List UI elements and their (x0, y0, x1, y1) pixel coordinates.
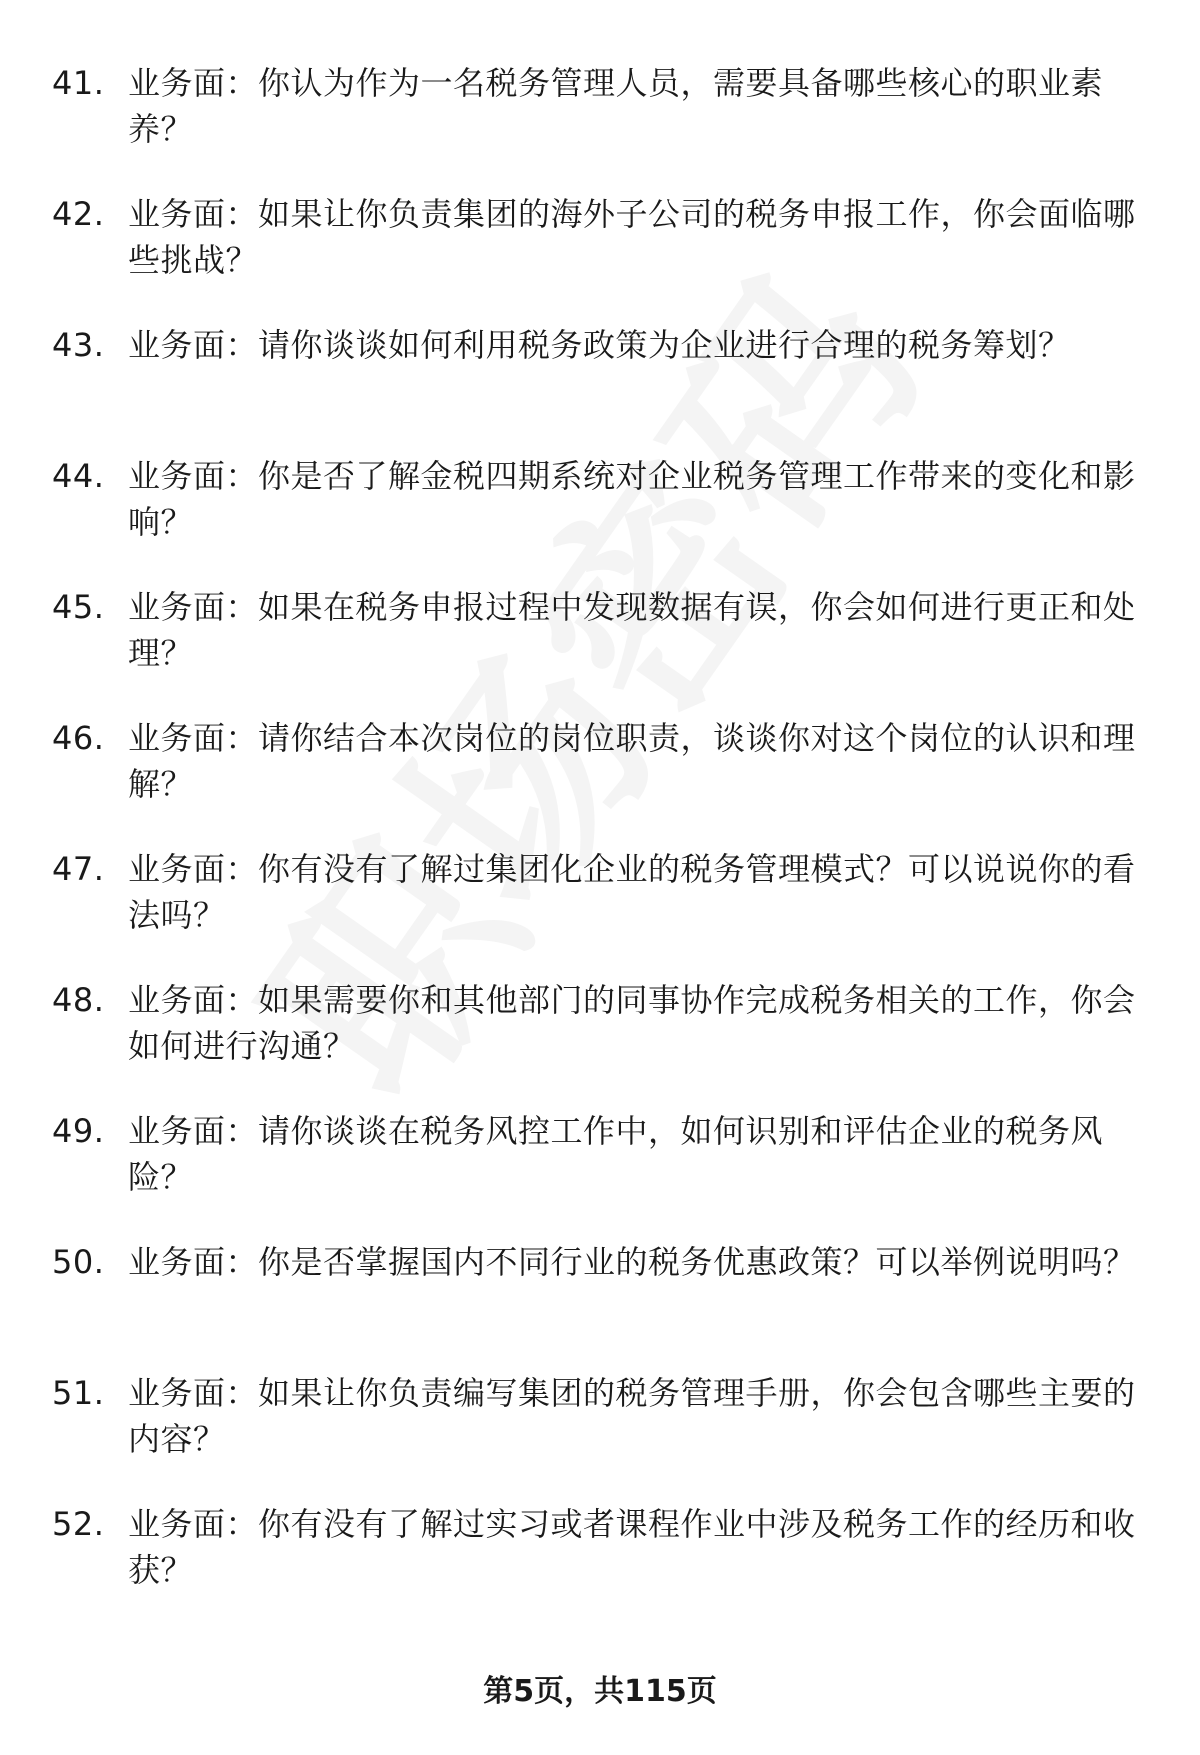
list-item (52, 60, 1142, 191)
list-item (52, 1108, 1142, 1239)
item-text: 业务面：你有没有了解过实习或者课程作业中涉及税务工作的经历和收获？ (128, 1505, 1136, 1589)
page-footer: 第5页，共115页 (483, 1674, 717, 1709)
list-item (52, 1501, 1142, 1632)
list-item (52, 1239, 1142, 1370)
item-text: 业务面：请你结合本次岗位的岗位职责，谈谈你对这个岗位的认识和理解？ (128, 719, 1136, 803)
item-number: 50. (52, 1243, 105, 1281)
item-text: 业务面：你是否掌握国内不同行业的税务优惠政策？可以举例说明吗？ (128, 1243, 1136, 1281)
list-item (52, 453, 1142, 584)
item-text: 业务面：如果让你负责编写集团的税务管理手册，你会包含哪些主要的内容？ (128, 1374, 1136, 1458)
item-number: 44. (52, 457, 105, 495)
item-text: 业务面：如果需要你和其他部门的同事协作完成税务相关的工作，你会如何进行沟通？ (128, 981, 1136, 1065)
item-number: 51. (52, 1374, 105, 1412)
item-text: 业务面：如果在税务申报过程中发现数据有误，你会如何进行更正和处理？ (128, 588, 1136, 672)
item-text: 业务面：你是否了解金税四期系统对企业税务管理工作带来的变化和影响？ (128, 457, 1136, 541)
list-item (52, 977, 1142, 1108)
item-number: 46. (52, 719, 105, 757)
item-text: 业务面：如果让你负责集团的海外子公司的税务申报工作，你会面临哪些挑战？ (128, 195, 1136, 279)
item-number: 42. (52, 195, 105, 233)
list-item (52, 191, 1142, 322)
item-text: 业务面：请你谈谈如何利用税务政策为企业进行合理的税务筹划？ (128, 326, 1071, 364)
item-number: 41. (52, 64, 105, 102)
item-number: 45. (52, 588, 105, 626)
item-number: 49. (52, 1112, 105, 1150)
item-number: 43. (52, 326, 105, 364)
list-item (52, 846, 1142, 977)
list-item (52, 1370, 1142, 1501)
item-text: 业务面：你认为作为一名税务管理人员，需要具备哪些核心的职业素养？ (128, 64, 1104, 148)
list-item (52, 584, 1142, 715)
item-text: 业务面：你有没有了解过集团化企业的税务管理模式？可以说说你的看法吗？ (128, 850, 1136, 934)
question-list (52, 60, 1142, 1632)
item-text: 业务面：请你谈谈在税务风控工作中，如何识别和评估企业的税务风险？ (128, 1112, 1104, 1196)
item-number: 47. (52, 850, 105, 888)
item-number: 52. (52, 1505, 105, 1543)
list-item (52, 322, 1142, 453)
list-item (52, 715, 1142, 846)
item-number: 48. (52, 981, 105, 1019)
